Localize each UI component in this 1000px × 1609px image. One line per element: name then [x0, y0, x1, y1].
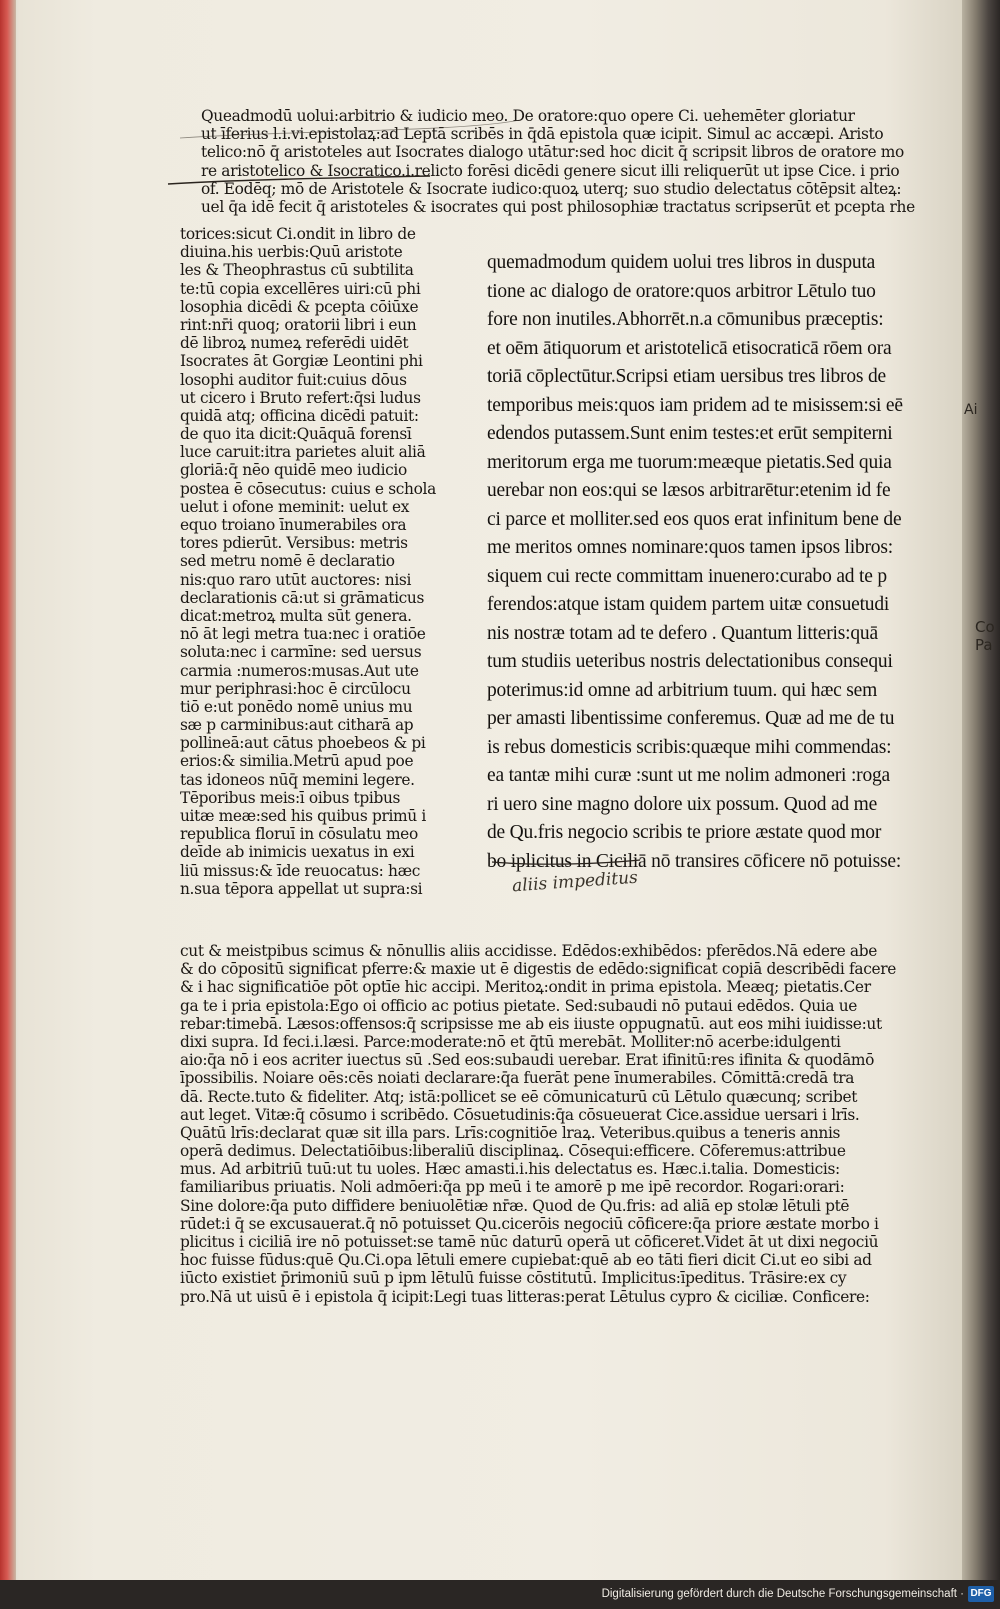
commentary-left-line: les & Theophrastus cū subtilita	[180, 261, 414, 280]
main-text-line: et oēm ātiquorum et aristotelicā etisocraticā rōem ora	[487, 337, 892, 359]
commentary-left-line: Tēporibus meis:ī oibus tpibus	[180, 788, 401, 807]
commentary-top-line: Queadmodū uolui:arbitrio & iudicio meo. De oratore:quo opere Ci. uehemēter gloriatur	[201, 107, 855, 125]
margin-note-1: Ai	[964, 402, 978, 418]
commentary-bottom-line: operā dedimus. Delectatiōibus:liberaliū disciplinaꝝ. Cōsequi:efficere. Cōferemus:attribue	[180, 1142, 846, 1161]
commentary-left-line: n.sua tēpora appellat ut supra:si	[180, 879, 423, 898]
main-text-line: me meritos omnes nominare:quos tamen ipsos libros:	[487, 537, 893, 558]
commentary-left-line: dē libroꝝ numeꝝ referēdi uidēt	[180, 334, 409, 353]
main-text-line: temporibus meis:quos iam pridem ad te misissem:si eē	[487, 394, 903, 416]
commentary-bottom-line: iūcto existiet p̄rimoniū suū p ipm lētulū fuisse cōstitutū. Implicitus:īpeditus. Trāsire:ex cy	[180, 1269, 847, 1288]
commentary-left-line: liū missus:& īde reuocatus: hæc	[180, 861, 420, 880]
margin-note-word: Pa	[975, 636, 993, 654]
commentary-left-line: uitæ meæ:sed his quibus primū i	[180, 807, 426, 825]
main-text-line: is rebus domesticis scribis:quæque mihi commendas:	[487, 736, 892, 758]
commentary-left-line: pollineā:aut cātus phoebeos & pi	[180, 734, 426, 753]
main-text-line: ea tantæ mihi curæ :sunt ut me nolim admoneri :roga	[487, 765, 891, 786]
commentary-left-line: te:tū copia excellēres uiri:cū phi	[180, 279, 421, 298]
commentary-left-line: declarationis cā:ut si grāmaticus	[180, 588, 425, 607]
commentary-left-line: deīde ab inimicis uexatus in exi	[180, 843, 415, 862]
commentary-left-line: sæ p carminibus:aut citharā ap	[180, 716, 414, 735]
commentary-top-line: re aristotelico & Isocratico.i.relicto forēsi dicēdi genere sicut illi reliquerūt ut ipse Cice. i prio	[201, 161, 900, 180]
commentary-bottom-line: īpossibilis. Noiare oēs:cēs noiati declarare:q̄a fuerāt pene īnumerabiles. Cōmittā:credā tra	[180, 1069, 855, 1088]
commentary-bottom-line: dā. Recte.tuto & fideliter. Atq; istā:pollicet se eē cōmunicaturū cū Lētulo quæcunq; scribet	[180, 1087, 858, 1106]
commentary-top-line: ut īferius l.i.vi.epistolaꝝ:ad Leptā scribēs in q̄dā epistola quæ icipit. Simul ac accæpi. Aristo	[201, 125, 884, 144]
commentary-top-line: of. Eodēq; mō de Aristotele & Isocrate iudico:quoꝝ uterq; suo studio delectatus cōtēpsit alteꝝ:	[201, 179, 902, 198]
commentary-left-line: quidā atq; officina dicēdi patuit:	[180, 406, 419, 425]
main-text-line: meritorum erga me tuorum:meæque pietatis.Sed quia	[487, 451, 892, 473]
commentary-left-line: erios:& similia.Metrū apud poe	[180, 752, 414, 771]
main-text-line: per amasti libentissime conferemus. Quæ ad me de tu	[487, 708, 895, 729]
commentary-bottom-line: hoc fuisse fūdus:quē Qu.Ci.opa lētuli emere cupiebat:quē ab eo tāti fieri dicit Ci.ut eo sibi ad	[180, 1251, 872, 1270]
main-text-line: fore non inutiles.Abhorrēt.n.a cōmunibus præceptis:	[487, 309, 884, 330]
commentary-left-line: mur periphrasi:hoc ē circūlocu	[180, 679, 411, 698]
dfg-logo: DFG	[968, 1586, 994, 1602]
commentary-left-line: dicat:metroꝝ multa sūt genera.	[180, 606, 412, 625]
commentary-bottom-line: aio:q̄a nō i eos acriter iuectus sū .Sed eos:subaudi uerebar. Erat ifinitū:res ifinita & quodāmō	[180, 1051, 875, 1070]
commentary-left-line: uelut i ofone meminit: uelut ex	[180, 497, 410, 516]
ink-underline-stroke-2	[492, 860, 640, 864]
commentary-top-line: uel q̄a idē fecit q̄ aristoteles & isocrates qui post philosophiæ tractatus scripserūt et pcepta rhe	[201, 197, 915, 216]
main-text-line: ferendos:atque istam quidem partem uitæ consuetudi	[487, 594, 890, 615]
main-text-line: ri uero sine magno dolore uix possum. Quod ad me	[487, 793, 878, 815]
main-text-line: ci parce et molliter.sed eos quos erat infinitum bene de	[487, 508, 902, 530]
footer-credit-text: Digitalisierung gefördert durch die Deutsche Forschungsgemeinschaft ·	[601, 1588, 964, 1600]
page-right-edge	[962, 0, 1000, 1580]
commentary-left-line: tas idoneos nūq̄ memini legere.	[180, 770, 415, 789]
main-text-line: tione ac dialogo de oratore:quos arbitror Lētulo tuo	[487, 280, 876, 302]
margin-note-2	[975, 618, 997, 654]
commentary-left-line: luce caruit:itra parietes aluit aliā	[180, 443, 426, 462]
commentary-left-line: tores pdierūt. Versibus: metris	[180, 534, 408, 553]
main-text-line: uerebar non eos:qui se læsos arbitrarētur:etenim id fe	[487, 480, 891, 501]
main-text-line: siquem cui recte committam inuenero:curabo ad te p	[487, 565, 887, 587]
ink-underline-stroke	[168, 176, 430, 184]
commentary-left-line: soluta:nec i carmīne: sed uersus	[180, 643, 422, 662]
commentary-left-line: gloriā:q̄ nēo quidē meo iudicio	[180, 461, 407, 480]
commentary-left-line: sed metru nomē ē declaratio	[180, 552, 395, 571]
ink-mark-stroke	[180, 120, 520, 138]
commentary-left-line: torices:sicut Ci.ondit in libro de	[180, 225, 416, 243]
main-text-line: nis nostræ totam ad te defero . Quantum litteris:quā	[487, 622, 878, 644]
main-text-line: poterimus:id omne ad arbitrium tuum. qui hæc sem	[487, 679, 878, 701]
commentary-bottom-line: rūdet:i q̄ se excusauerat.q̄ nō potuisset Qu.cicerōis negociū cōficere:q̄a priore æstate morbo i	[180, 1214, 879, 1233]
main-text-line: bo iplicitus in Ciciliā nō transires cōficere nō potuisse:	[487, 850, 902, 872]
commentary-left-line: nis:quo raro utūt auctores: nisi	[180, 570, 412, 589]
commentary-left-line: postea ē cōsecutus: cuius e schola	[180, 479, 436, 498]
commentary-top-line: telico:nō q̄ aristoteles aut Isocrates dialogo utātur:sed hoc dicit q̄ scripsit libros de oratore mo	[201, 143, 904, 162]
digitization-footer	[0, 1580, 1000, 1609]
commentary-bottom-line: rebar:timebā. Læsos:offensos:q̄ scripsisse me ab eis iiuste oppugnatū. aut eos mihi iuidisse:ut	[180, 1014, 882, 1033]
commentary-left-line: rint:nr̄i quoq; oratorii libri i eun	[180, 315, 417, 334]
commentary-left-line: losophi auditor fuit:cuius dōus	[180, 370, 407, 389]
main-text-line: toriā cōplectūtur.Scripsi etiam uersibus tres libros de	[487, 366, 886, 387]
commentary-left-line: ut cicero i Bruto refert:q̄si ludus	[180, 388, 421, 407]
commentary-left-line: republica floruī in cōsulatu meo	[180, 825, 418, 844]
commentary-bottom-line: Sine dolore:q̄a puto diffidere beniuolētiæ nr̄æ. Quod de Qu.fris: ad aliā ep stolæ lētuli ptē	[180, 1196, 850, 1215]
commentary-left-line: diuina.his uerbis:Quū aristote	[180, 243, 403, 262]
main-text-line: quemadmodum quidem uolui tres libros in dusputa	[487, 252, 876, 273]
commentary-left-line: Isocrates āt Gorgiæ Leontini phi	[180, 352, 423, 371]
commentary-bottom-line: aut leget. Vitæ:q̄ cōsumo i scribēdo. Cōsuetudinis:q̄a cōsueuerat Cice.assidue uersari i lrīs.	[180, 1105, 860, 1124]
commentary-bottom-line: ga te i pria epistola:Ego oi officio ac potius pietate. Sed:subaudi nō putaui edēdos. Quia ue	[180, 996, 858, 1015]
commentary-left-line: losophia dicēdi & pcepta cōiūxe	[180, 297, 419, 316]
commentary-left-line: nō āt legi metra tua:nec i oratiōe	[180, 625, 426, 644]
commentary-bottom-line: pro.Nā ut uisū ē i epistola q̄ icipit:Legi tuas litteras:perat Lētulus cypro & ciciliæ. Conficere:	[180, 1287, 870, 1306]
commentary-bottom-line: Quātū lrīs:declarat quæ sit illa pars. Lrīs:cognitiōe lraꝝ. Veteribus.quibus a teneris annis	[180, 1123, 841, 1142]
handwritten-note: aliis impeditus	[511, 867, 639, 897]
commentary-left-line: equo troiano īnumerabiles ora	[180, 516, 407, 534]
commentary-left-line: carmia :numeros:musas.Aut ute	[180, 661, 419, 680]
commentary-bottom-line: mus. Ad arbitriū tuū:ut tu uoles. Hæc amasti.i.his delectatus es. Hæc.i.talia. Domesticis:	[180, 1160, 840, 1179]
margin-note-word: Co	[975, 618, 995, 636]
main-text-line: edendos putassem.Sunt enim testes:et erūt sempiterni	[487, 423, 893, 444]
commentary-left-line: de quo ita dicit:Quāquā forensī	[180, 425, 412, 444]
commentary-bottom-line: plicitus i ciciliā ire nō potuisset:se tamē nūc daturū operā ut cōficeret.Videt āt ut dixi negociū	[180, 1233, 879, 1251]
commentary-bottom-line: cut & meistpibus scimus & nōnullis aliis accidisse. Edēdos:exhibēdos: pferēdos.Nā edere abe	[180, 942, 878, 960]
commentary-bottom-line: & do cōpositū significat pferre:& maxie ut ē digestis de edēdo:significat copiā describēdi facere	[180, 960, 897, 979]
commentary-left-line: tiō e:ut ponēdo nomē unius mu	[180, 697, 413, 716]
main-text-line: tum studiis ueteribus nostris delectationibus consequi	[487, 651, 893, 672]
commentary-bottom-line: & i hac significatiōe pōt optīe hic accipi. Meritoꝝ:ondit in prima epistola. Meæq; pietatis.Cer	[180, 978, 871, 997]
main-text-line: de Qu.fris negocio scribis te priore æstate quod mor	[487, 822, 882, 843]
commentary-bottom-line: familiaribus priuatis. Noli admōeri:q̄a pp meū i te amorē p me ipē recordor. Rogari:orari:	[180, 1178, 845, 1197]
commentary-bottom-line: dixi supra. Id feci.i.læsi. Parce:moderate:nō et q̄tū merebāt. Molliter:nō acerbe:idulgenti	[180, 1032, 841, 1051]
